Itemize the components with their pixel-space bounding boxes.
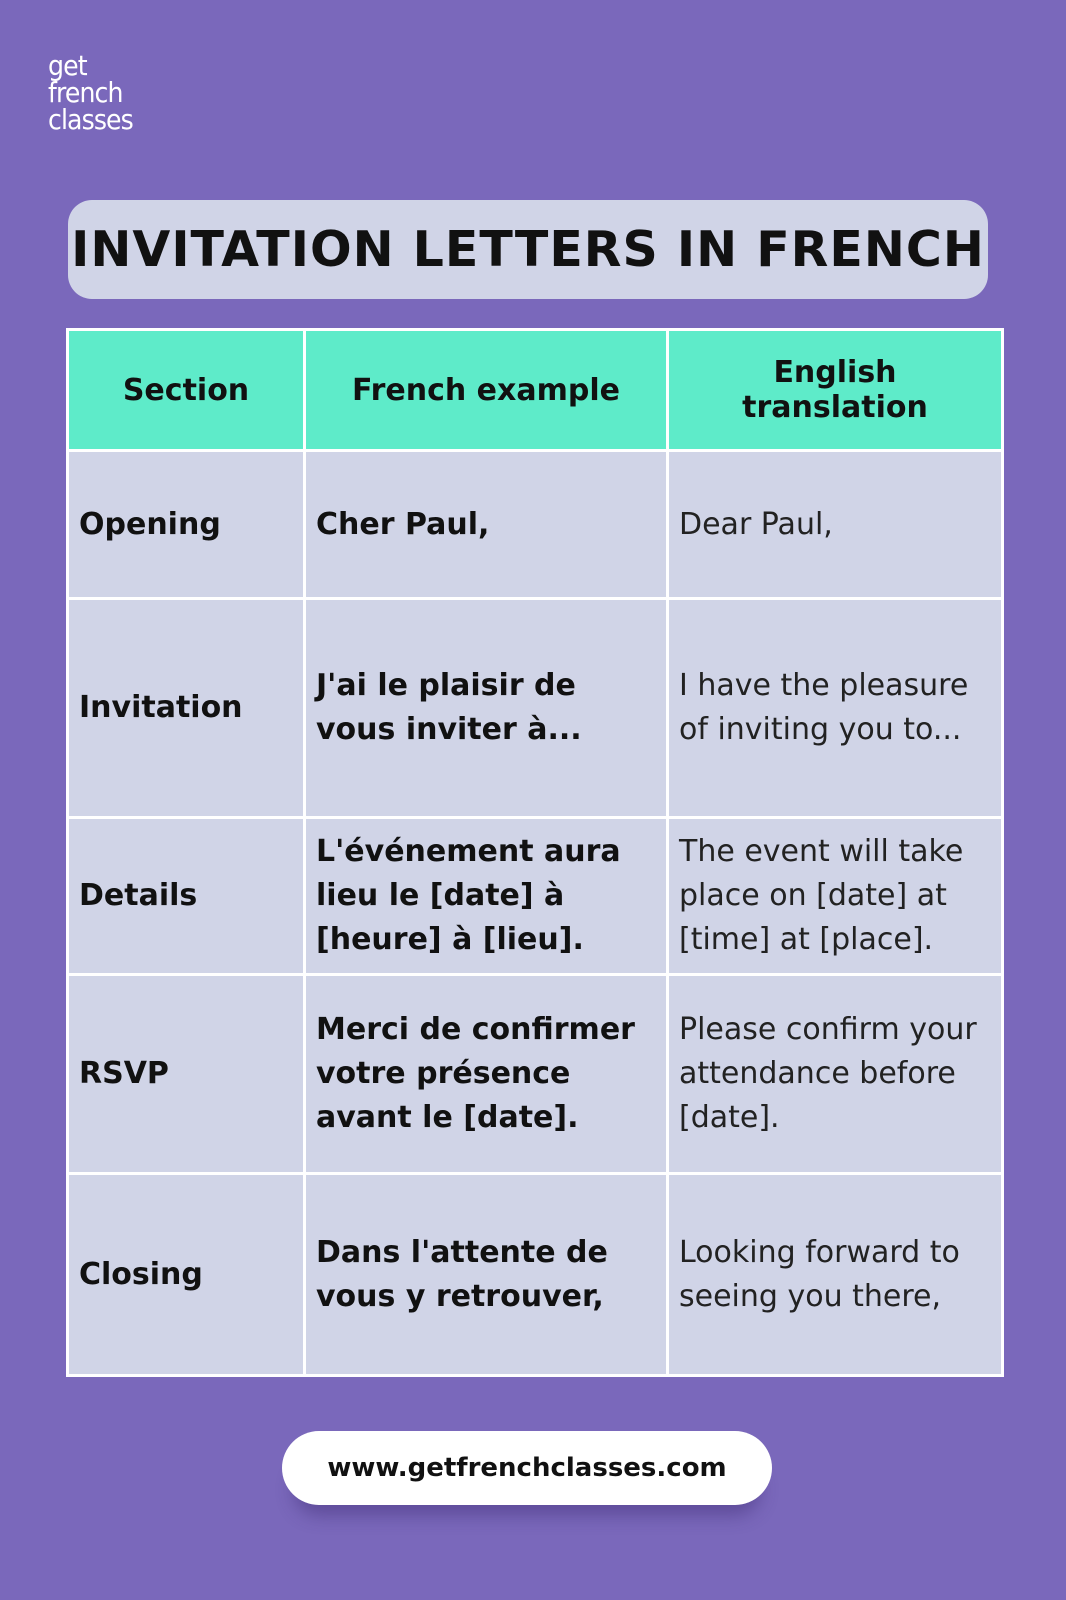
website-url[interactable]: www.getfrenchclasses.com bbox=[327, 1453, 727, 1483]
french-example-cell: Merci de confirmer votre présence avant le [date]. bbox=[305, 975, 668, 1174]
english-translation-cell: The event will take place on [date] at [time] at [place]. bbox=[668, 818, 1003, 975]
english-translation-cell: Dear Paul, bbox=[668, 451, 1003, 599]
table-row bbox=[68, 975, 1003, 1174]
french-example-cell: Cher Paul, bbox=[305, 451, 668, 599]
french-example-cell: J'ai le plaisir de vous inviter à... bbox=[305, 599, 668, 818]
logo-line-get: get bbox=[48, 49, 87, 82]
section-cell: Details bbox=[68, 818, 305, 975]
logo-line-french: french bbox=[48, 76, 123, 109]
table-row bbox=[68, 818, 1003, 975]
title-banner bbox=[68, 200, 988, 299]
table-row bbox=[68, 451, 1003, 599]
table-row bbox=[68, 599, 1003, 818]
section-cell: RSVP bbox=[68, 975, 305, 1174]
french-example-cell: Dans l'attente de vous y retrouver, bbox=[305, 1174, 668, 1376]
header-french-example: French example bbox=[305, 330, 668, 451]
table-header-row bbox=[68, 330, 1003, 451]
table-row bbox=[68, 1174, 1003, 1376]
header-section: Section bbox=[68, 330, 305, 451]
header-english-translation: English translation bbox=[668, 330, 1003, 451]
french-example-cell: L'événement aura lieu le [date] à [heure] à [lieu]. bbox=[305, 818, 668, 975]
logo-line-classes: classes bbox=[48, 103, 133, 136]
english-translation-cell: Please confirm your attendance before [date]. bbox=[668, 975, 1003, 1174]
english-translation-cell: Looking forward to seeing you there, bbox=[668, 1174, 1003, 1376]
section-cell: Invitation bbox=[68, 599, 305, 818]
section-cell: Opening bbox=[68, 451, 305, 599]
section-cell: Closing bbox=[68, 1174, 305, 1376]
english-translation-cell: I have the pleasure of inviting you to... bbox=[668, 599, 1003, 818]
invitation-phrases-table bbox=[66, 328, 1004, 1377]
website-link-pill[interactable] bbox=[282, 1431, 772, 1505]
brand-logo bbox=[48, 49, 138, 136]
page-title: INVITATION LETTERS IN FRENCH bbox=[71, 221, 985, 278]
